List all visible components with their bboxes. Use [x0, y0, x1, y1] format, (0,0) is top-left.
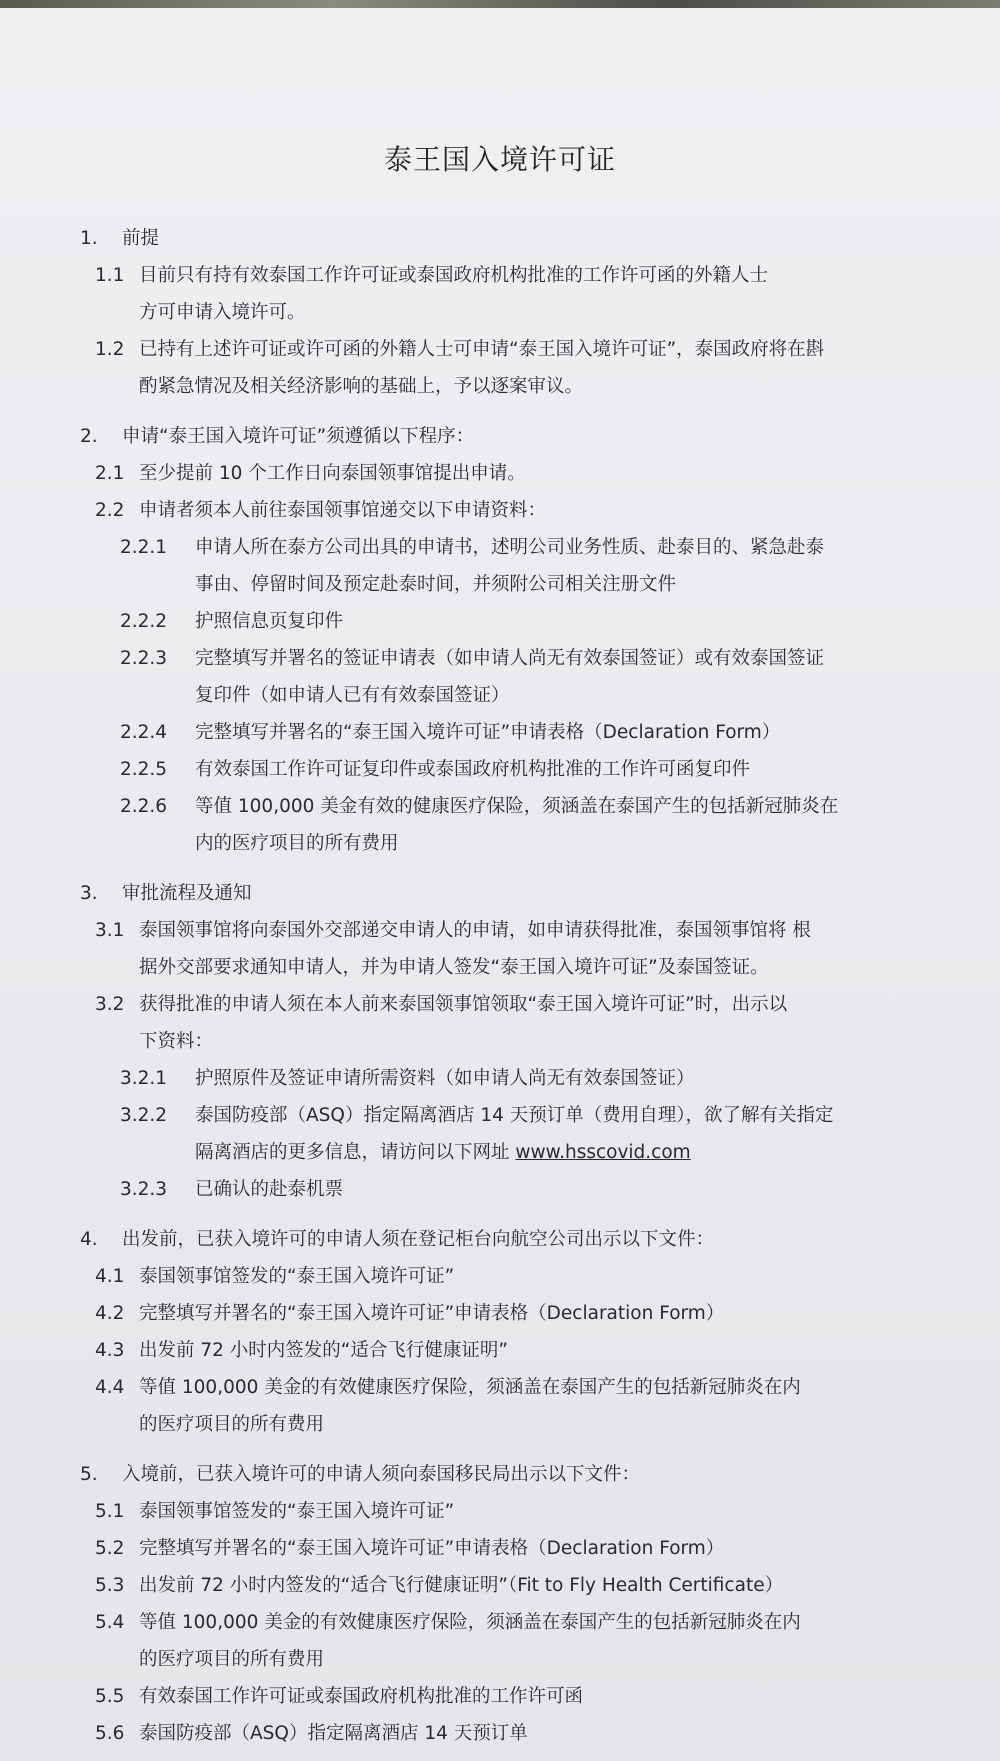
item-number: 1.2 [95, 339, 125, 360]
section-heading [0, 875, 1000, 912]
item-text [139, 1493, 859, 1530]
item-number: 5.5 [95, 1686, 125, 1707]
item-number: 3.1 [95, 920, 125, 941]
item-number: 1. [80, 228, 98, 249]
item-text [139, 1678, 859, 1715]
item-number: 4.3 [95, 1340, 125, 1361]
item-text [139, 1715, 859, 1752]
list-item [0, 1295, 1000, 1332]
text-line: 申请者须本人前往泰国领事馆递交以下申请资料： [139, 500, 547, 521]
section-heading [0, 1221, 1000, 1258]
text-line: 事由、停留时间及预定赴泰时间，并须附公司相关注册文件 [195, 574, 677, 595]
list-item [0, 529, 1000, 603]
item-number: 4.2 [95, 1303, 125, 1324]
list-item [0, 455, 1000, 492]
text-line: 泰国领事馆签发的“泰王国入境许可证” [139, 1501, 455, 1522]
item-number: 5.6 [95, 1723, 125, 1744]
item-text [139, 986, 859, 1060]
text-line: 已持有上述许可证或许可函的外籍人士可申请“泰王国入境许可证”，泰国政府将在斟 [139, 339, 825, 360]
text-line: 的医疗项目的所有费用 [139, 1414, 325, 1435]
list-item [0, 603, 1000, 640]
list-item [0, 1678, 1000, 1715]
text-line: 泰国领事馆签发的“泰王国入境许可证” [139, 1266, 455, 1287]
text-line: 完整填写并署名的“泰王国入境许可证”申请表格（Declaration Form） [139, 1538, 725, 1559]
item-number: 3. [80, 883, 98, 904]
item-number: 2.2.5 [120, 759, 168, 780]
text-line: 据外交部要求通知申请人，并为申请人签发“泰王国入境许可证”及泰国签证。 [139, 957, 769, 978]
text-line: 审批流程及通知 [122, 883, 252, 904]
document-title: 泰王国入境许可证 [383, 143, 616, 176]
item-text [139, 492, 859, 529]
list-item [0, 331, 1000, 405]
text-line: 泰国防疫部（ASQ）指定隔离酒店 14 天预订单（费用自理），欲了解有关指定 [195, 1105, 834, 1126]
section-heading [0, 1456, 1000, 1493]
text-line: 至少提前 10 个工作日向泰国领事馆提出申请。 [139, 463, 526, 484]
text-line: 方可申请入境许可。 [139, 302, 306, 323]
item-text [195, 751, 895, 788]
list-item [0, 1715, 1000, 1752]
item-text [195, 1171, 895, 1208]
list-item [0, 1060, 1000, 1097]
item-text [139, 1295, 859, 1332]
section-heading [0, 418, 1000, 455]
list-item [0, 751, 1000, 788]
text-line: 复印件（如申请人已有有效泰国签证） [195, 685, 510, 706]
item-text [139, 1258, 859, 1295]
list-item [0, 1171, 1000, 1208]
text-line: 护照信息页复印件 [195, 611, 344, 632]
text-line: 获得批准的申请人须在本人前来泰国领事馆领取“泰王国入境许可证”时，出示以 [139, 994, 788, 1015]
list-item [0, 1097, 1000, 1171]
text-line: 前提 [122, 228, 160, 249]
item-number: 4.1 [95, 1266, 125, 1287]
item-text [195, 1060, 895, 1097]
item-number: 2.2.3 [120, 648, 168, 669]
item-number: 5.1 [95, 1501, 125, 1522]
item-number: 3.2.2 [120, 1105, 168, 1126]
item-number: 4. [80, 1229, 98, 1250]
text-line: 等值 100,000 美金的有效健康医疗保险，须涵盖在泰国产生的包括新冠肺炎在内 [139, 1612, 801, 1633]
list-item [0, 986, 1000, 1060]
item-text [139, 1604, 859, 1678]
item-number: 2.2.6 [120, 796, 168, 817]
item-text [122, 875, 842, 912]
item-text [195, 788, 895, 862]
text-line: 酌紧急情况及相关经济影响的基础上，予以逐案审议。 [139, 376, 584, 397]
list-item [0, 257, 1000, 331]
item-text [122, 418, 842, 455]
item-text [139, 1567, 859, 1604]
item-text [195, 603, 895, 640]
item-number: 3.2.3 [120, 1179, 168, 1200]
item-text [195, 1097, 895, 1171]
text-line: 等值 100,000 美金的有效健康医疗保险，须涵盖在泰国产生的包括新冠肺炎在内 [139, 1377, 801, 1398]
list-item [0, 1530, 1000, 1567]
text-line: 等值 100,000 美金有效的健康医疗保险，须涵盖在泰国产生的包括新冠肺炎在 [195, 796, 839, 817]
item-text [139, 331, 859, 405]
item-number: 3.2 [95, 994, 125, 1015]
list-item [0, 1369, 1000, 1443]
text-line: 有效泰国工作许可证或泰国政府机构批准的工作许可函 [139, 1686, 584, 1707]
item-text [139, 1530, 859, 1567]
section-spacer [0, 405, 1000, 418]
text-line: 出发前，已获入境许可的申请人须在登记柜台向航空公司出示以下文件： [122, 1229, 715, 1250]
text-line: 内的医疗项目的所有费用 [195, 833, 399, 854]
list-item [0, 1567, 1000, 1604]
item-number: 2.2.2 [120, 611, 168, 632]
item-text [139, 1332, 859, 1369]
text-line: 入境前，已获入境许可的申请人须向泰国移民局出示以下文件： [122, 1464, 641, 1485]
list-item [0, 1604, 1000, 1678]
list-item [0, 1332, 1000, 1369]
item-number: 2. [80, 426, 98, 447]
section-spacer [0, 862, 1000, 875]
item-number: 3.2.1 [120, 1068, 168, 1089]
item-text [122, 1221, 842, 1258]
item-number: 1.1 [95, 265, 125, 286]
list-item [0, 640, 1000, 714]
section-spacer [0, 1443, 1000, 1456]
text-line: 完整填写并署名的签证申请表（如申请人尚无有效泰国签证）或有效泰国签证 [195, 648, 825, 669]
text-line: 泰国领事馆将向泰国外交部递交申请人的申请，如申请获得批准，泰国领事馆将 根 [139, 920, 811, 941]
text-line: 完整填写并署名的“泰王国入境许可证”申请表格（Declaration Form） [139, 1303, 725, 1324]
item-text [139, 257, 859, 331]
section-spacer [0, 1208, 1000, 1221]
item-number: 2.1 [95, 463, 125, 484]
text-line: 下资料： [139, 1031, 214, 1052]
item-number: 2.2.4 [120, 722, 168, 743]
text-line: 隔离酒店的更多信息，请访问以下网址 [195, 1142, 516, 1163]
item-text [139, 912, 859, 986]
item-text [139, 1369, 859, 1443]
text-line: 出发前 72 小时内签发的“适合飞行健康证明”（Fit to Fly Health Certificate） [139, 1575, 784, 1596]
text-line: 泰国防疫部（ASQ）指定隔离酒店 14 天预订单 [139, 1723, 528, 1744]
text-line: 的医疗项目的所有费用 [139, 1649, 325, 1670]
item-number: 2.2 [95, 500, 125, 521]
text-line-with-link [195, 1134, 895, 1171]
item-text [195, 529, 895, 603]
list-item [0, 788, 1000, 862]
item-text [195, 714, 895, 751]
section-heading [0, 220, 1000, 257]
item-text [122, 220, 842, 257]
item-number: 5.4 [95, 1612, 125, 1633]
item-text [122, 1456, 842, 1493]
item-number: 2.2.1 [120, 537, 168, 558]
website-link[interactable]: www.hsscovid.com [515, 1142, 691, 1163]
list-item [0, 912, 1000, 986]
item-text [139, 455, 859, 492]
text-line: 有效泰国工作许可证复印件或泰国政府机构批准的工作许可函复印件 [195, 759, 751, 780]
text-line: 申请人所在泰方公司出具的申请书，述明公司业务性质、赴泰目的、紧急赴泰 [195, 537, 825, 558]
text-line: 完整填写并署名的“泰王国入境许可证”申请表格（Declaration Form） [195, 722, 781, 743]
text-line: 出发前 72 小时内签发的“适合飞行健康证明” [139, 1340, 508, 1361]
text-line: 申请“泰王国入境许可证”须遵循以下程序： [122, 426, 475, 447]
item-text [195, 640, 895, 714]
text-line: 护照原件及签证申请所需资料（如申请人尚无有效泰国签证） [195, 1068, 695, 1089]
list-item [0, 492, 1000, 529]
document-body [0, 220, 1000, 1752]
list-item [0, 1258, 1000, 1295]
item-number: 4.4 [95, 1377, 125, 1398]
list-item [0, 714, 1000, 751]
item-number: 5.2 [95, 1538, 125, 1559]
item-number: 5. [80, 1464, 98, 1485]
document-page [0, 8, 1000, 1761]
text-line: 目前只有持有效泰国工作许可证或泰国政府机构批准的工作许可函的外籍人士 [139, 265, 769, 286]
item-number: 5.3 [95, 1575, 125, 1596]
list-item [0, 1493, 1000, 1530]
text-line: 已确认的赴泰机票 [195, 1179, 344, 1200]
